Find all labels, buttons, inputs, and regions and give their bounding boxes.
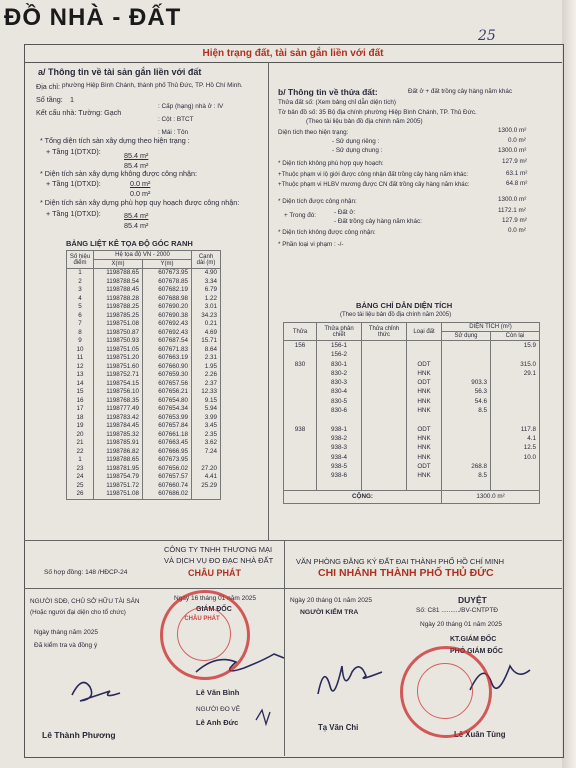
area-sd: 54.6 <box>442 397 491 406</box>
coord-edge: 25.29 <box>192 482 221 491</box>
coord-y: 607657.84 <box>143 422 192 431</box>
coord-point: 9 <box>67 337 94 346</box>
area-loai: ODT <box>407 360 442 369</box>
private-label: - Sử dụng riêng : <box>332 138 380 145</box>
coord-edge: 3.45 <box>192 422 221 431</box>
area-phan: 938-6 <box>317 471 362 480</box>
planning-label: * Diện tích sàn xây dựng phù hợp quy hoạch được công nhận: <box>40 198 240 207</box>
section-b-title-suffix: Đất ở + đất trồng cây hàng năm khác <box>408 88 513 95</box>
floor1-total-1: 85.4 m² <box>124 161 149 170</box>
land-other-label: - Đất trồng cây hàng năm khác: <box>334 218 422 225</box>
measurer-signature <box>256 710 270 724</box>
floor1-label-3: + Tầng 1(DTXD): <box>46 209 101 218</box>
coord-edge: 3.99 <box>192 414 221 423</box>
unrecognized-area-text: Diện tích không được công nhận: <box>282 229 376 236</box>
private-value: 0.0 m² <box>508 137 526 144</box>
office-line-2: CHI NHÁNH THÀNH PHỐ THỦ ĐỨC <box>318 567 494 579</box>
unrecognized-area-value: 0.0 m² <box>508 227 526 234</box>
violation-value: -/- <box>337 241 344 248</box>
area-loai: ODT <box>407 425 442 434</box>
area-sd: 268.8 <box>442 462 491 471</box>
map-sheet: Tờ bản đồ số: 35 Bộ địa chính phường Hiệp Bình Chánh, TP. Thủ Đức. <box>278 109 477 116</box>
area-phan: 938-4 <box>317 453 362 462</box>
coord-y: 607688.98 <box>143 295 192 304</box>
coord-point: 3 <box>67 286 94 295</box>
area-con: 10.0 <box>491 453 540 462</box>
company-date: Ngày 16 tháng 01 năm 2025 <box>174 595 257 602</box>
area-phan: 156-2 <box>317 350 362 359</box>
coord-y: 607692.43 <box>143 329 192 338</box>
approved-title: DUYỆT <box>458 595 487 605</box>
coord-x: 1198751.05 <box>94 346 143 355</box>
area-con: 12.5 <box>491 443 540 452</box>
address-label: Địa chỉ: <box>36 82 60 91</box>
coord-header-edge: Cạnh dài (m) <box>192 251 221 269</box>
coord-y: 607692.43 <box>143 320 192 329</box>
coord-x: 1198788.28 <box>94 295 143 304</box>
coord-x: 1198788.25 <box>94 303 143 312</box>
office-seal-inner <box>417 663 473 719</box>
planning-text: Diện tích sàn xây dựng phù hợp quy hoạch được công nhận: <box>44 198 240 207</box>
company-line-3: CHÂU PHÁT <box>188 568 241 578</box>
floor1-label-2: + Tầng 1(DTXD): <box>46 179 101 188</box>
coord-edge: 4.41 <box>192 473 221 482</box>
header-title: Hiện trạng đất, tài sản gắn liền với đất <box>202 48 384 59</box>
parcel-number: Thửa đất số: (Xem bảng chỉ dẫn diện tích) <box>278 99 396 106</box>
inspector-title: NGƯỜI KIỂM TRA <box>300 609 359 616</box>
inspect-date: Ngày 20 tháng 01 năm 2025 <box>290 597 373 604</box>
coord-x: 1198785.25 <box>94 312 143 321</box>
area-table-title: BẢNG CHỈ DẪN DIỆN TÍCH <box>356 301 453 310</box>
coord-point: 21 <box>67 439 94 448</box>
company-seal-text-1: CHÂU PHÁT <box>184 616 220 622</box>
coord-edge: 3.34 <box>192 278 221 287</box>
area-phan: 938-1 <box>317 425 362 434</box>
coord-x: 1198788.65 <box>94 269 143 278</box>
area-header-chinh: Thửa chỉnh thức <box>362 323 407 341</box>
total-construction-text: Tổng diện tích sàn xây dựng theo hiện trạng : <box>44 136 190 145</box>
coord-y: 607661.18 <box>143 431 192 440</box>
shared-label: - Sử dụng chung : <box>332 147 383 154</box>
floors-label: Số tầng: <box>36 95 63 104</box>
unrecognized-area-label: * Diện tích không được công nhận: <box>278 229 376 236</box>
coord-edge: 4.69 <box>192 329 221 338</box>
current-area-label: Diện tích theo hiện trạng: <box>278 129 349 136</box>
coord-x: 1198754.15 <box>94 380 143 389</box>
inspector-name: Tạ Văn Chi <box>318 723 359 732</box>
coord-point: 15 <box>67 388 94 397</box>
coord-edge: 3.62 <box>192 439 221 448</box>
coord-point: 17 <box>67 405 94 414</box>
area-loai: HNK <box>407 471 442 480</box>
coord-point: 1 <box>67 456 94 465</box>
deputy-name: Lê Xuân Tùng <box>454 730 506 739</box>
coord-x: 1198788.65 <box>94 456 143 465</box>
coord-point: 11 <box>67 354 94 363</box>
area-loai: HNK <box>407 443 442 452</box>
coord-point: 19 <box>67 422 94 431</box>
not-planning-label: * Diện tích không phù hợp quy hoạch: <box>278 160 384 167</box>
area-phan: 830-1 <box>317 360 362 369</box>
coord-point: 2 <box>67 278 94 287</box>
area-thua: 938 <box>284 425 317 434</box>
coord-point: 16 <box>67 397 94 406</box>
coord-x: 1198751.60 <box>94 363 143 372</box>
coord-point: 4 <box>67 295 94 304</box>
coord-edge: 2.26 <box>192 371 221 380</box>
coord-edge: 3.01 <box>192 303 221 312</box>
coord-x: 1198756.10 <box>94 388 143 397</box>
measurer-title: NGƯỜI ĐO VẼ <box>196 706 240 713</box>
column-label: : Cột : BTCT <box>158 116 194 123</box>
coord-y: 607663.45 <box>143 439 192 448</box>
area-phan: 830-2 <box>317 369 362 378</box>
coord-x: 1198777.49 <box>94 405 143 414</box>
area-header-con: Còn lại <box>491 332 540 341</box>
coord-y: 607666.95 <box>143 448 192 457</box>
coord-edge: 0.21 <box>192 320 221 329</box>
coord-point: 12 <box>67 363 94 372</box>
coord-x: 1198788.45 <box>94 286 143 295</box>
company-line-1: CÔNG TY TNHH THƯƠNG MẠI <box>164 545 273 554</box>
floor1-label-1: + Tầng 1(DTXD): <box>46 147 101 156</box>
coord-edge: 5.94 <box>192 405 221 414</box>
current-area-value: 1300.0 m² <box>498 127 527 134</box>
coord-edge: 1.95 <box>192 363 221 372</box>
coord-y: 607678.85 <box>143 278 192 287</box>
coord-y: 607653.99 <box>143 414 192 423</box>
coord-point: 25 <box>67 482 94 491</box>
coord-x: 1198788.54 <box>94 278 143 287</box>
unrecognized-text: Diện tích sàn xây dựng không được công nhận: <box>44 169 197 178</box>
coord-x: 1198785.32 <box>94 431 143 440</box>
area-phan: 830-5 <box>317 397 362 406</box>
floor1-total-3: 85.4 m² <box>124 221 149 230</box>
recognized-text: Diện tích được công nhận: <box>282 198 357 205</box>
area-sd: 8.5 <box>442 406 491 415</box>
approved-date: Ngày 20 tháng 01 năm 2025 <box>420 621 503 628</box>
office-line-1: VĂN PHÒNG ĐĂNG KÝ ĐẤT ĐAI THÀNH PHỐ HỒ CHÍ MINH <box>296 557 505 566</box>
area-con: 315.0 <box>491 360 540 369</box>
coord-x: 1198786.82 <box>94 448 143 457</box>
owner-title: NGƯỜI SDĐ, CHỦ SỞ HỮU TÀI SẢN <box>30 598 140 605</box>
area-sd: 8.5 <box>442 471 491 480</box>
coord-x: 1198785.91 <box>94 439 143 448</box>
lo-gioi-text: Thuộc phạm vi lộ giới được công nhận đất trồng cây hàng năm khác: <box>281 171 469 178</box>
floor1-total-2: 0.0 m² <box>130 189 151 198</box>
area-table-subtitle: (Theo tài liệu bản đồ địa chính năm 2005) <box>340 312 452 318</box>
coord-point: 6 <box>67 312 94 321</box>
total-construction-label: * Tổng diện tích sàn xây dựng theo hiện trạng : <box>40 136 190 145</box>
owner-note: (Hoặc người đại diện cho tổ chức) <box>30 609 126 616</box>
area-phan: 156-1 <box>317 341 362 351</box>
floor1-value-1: 85.4 m² <box>124 151 149 160</box>
coord-x: 1198752.71 <box>94 371 143 380</box>
area-phan: 830-4 <box>317 387 362 396</box>
area-con: 29.1 <box>491 369 540 378</box>
coord-header-point: Số hiệu điểm <box>67 251 94 269</box>
hlbv-value: 64.8 m² <box>506 180 528 187</box>
hlbv-text: Thuộc phạm vi HLBV mương được CN đất trồng cây hàng năm khác: <box>281 181 470 188</box>
area-loai: HNK <box>407 397 442 406</box>
land-o-value: 1172.1 m² <box>498 207 526 214</box>
area-header-dt: DIỆN TÍCH (m²) <box>442 323 540 332</box>
coord-x: 1198750.87 <box>94 329 143 338</box>
lo-gioi-label: +Thuộc phạm vi lộ giới được công nhận đất trồng cây hàng năm khác: <box>278 171 469 178</box>
owner-date: Ngày tháng năm 2025 <box>34 629 98 636</box>
coord-header-system: Hệ tọa độ VN - 2000 <box>94 251 192 260</box>
violation-label: * Phần loại vi phạm : -/- <box>278 241 344 248</box>
coord-edge: 4.90 <box>192 269 221 278</box>
coord-x: 1198781.95 <box>94 465 143 474</box>
area-loai: ODT <box>407 378 442 387</box>
coord-y: 607663.19 <box>143 354 192 363</box>
not-planning-text: Diện tích không phù hợp quy hoạch: <box>282 160 384 167</box>
coord-y: 607657.56 <box>143 380 192 389</box>
coord-point: 5 <box>67 303 94 312</box>
coord-y: 607657.57 <box>143 473 192 482</box>
area-loai: HNK <box>407 434 442 443</box>
coord-edge: 2.31 <box>192 354 221 363</box>
coord-y: 607687.54 <box>143 337 192 346</box>
coord-point: 14 <box>67 380 94 389</box>
coord-y: 607660.90 <box>143 363 192 372</box>
coord-point: 22 <box>67 448 94 457</box>
coord-edge: 12.33 <box>192 388 221 397</box>
coord-point: 10 <box>67 346 94 355</box>
area-header-sd: Sử dụng <box>442 332 491 341</box>
area-loai: HNK <box>407 453 442 462</box>
area-total-value: 1300.0 m² <box>442 490 540 503</box>
area-phan: 830-3 <box>317 378 362 387</box>
coord-edge: 27.20 <box>192 465 221 474</box>
area-phan: 830-6 <box>317 406 362 415</box>
coord-y: 607654.80 <box>143 397 192 406</box>
area-header-thua: Thửa <box>284 323 317 341</box>
coord-y: 607654.34 <box>143 405 192 414</box>
coord-y: 607656.02 <box>143 465 192 474</box>
coord-y: 607671.83 <box>143 346 192 355</box>
coord-x: 1198751.72 <box>94 482 143 491</box>
coord-y: 607656.21 <box>143 388 192 397</box>
land-o-label: - Đất ở: <box>334 209 356 216</box>
violation-text: Phần loại vi phạm : <box>282 241 336 248</box>
coord-y: 607682.19 <box>143 286 192 295</box>
area-phan: 938-2 <box>317 434 362 443</box>
area-thua: 830 <box>284 360 317 369</box>
coord-edge: 15.71 <box>192 337 221 346</box>
inspector-signature <box>318 666 382 694</box>
coord-y: 607660.74 <box>143 482 192 491</box>
incl-label: + Trong đó: <box>284 212 317 219</box>
coord-edge: 7.24 <box>192 448 221 457</box>
coord-point: 13 <box>67 371 94 380</box>
coord-header-y: Y(m) <box>143 260 192 269</box>
coord-y: 607659.30 <box>143 371 192 380</box>
owner-name: Lê Thành Phương <box>42 730 116 740</box>
recognized-value: 1300.0 m² <box>498 196 527 203</box>
floor1-value-2: 0.0 m² <box>130 179 151 188</box>
coord-edge: 34.23 <box>192 312 221 321</box>
top-handwritten-mark: 25 <box>478 28 496 44</box>
hlbv-label: +Thuộc phạm vi HLBV mương được CN đất trồng cây hàng năm khác: <box>278 181 470 188</box>
owner-signature <box>72 683 120 702</box>
section-a-title: a/ Thông tin về tài sản gắn liền với đất <box>38 67 202 77</box>
approved-number: Số: C81 ........../BV-CNTPTĐ <box>416 607 498 614</box>
coord-point: 8 <box>67 329 94 338</box>
coord-point: 20 <box>67 431 94 440</box>
measurer-name: Lê Anh Đức <box>196 718 239 727</box>
coord-y: 607673.95 <box>143 456 192 465</box>
coord-x: 1198751.08 <box>94 320 143 329</box>
area-loai: HNK <box>407 406 442 415</box>
checked-label: Đã kiểm tra và đồng ý <box>34 642 98 649</box>
contract-number: Số hợp đồng: 148 /HĐCP-24 <box>44 569 128 576</box>
coord-table-title: BẢNG LIỆT KÊ TỌA ĐỘ GÓC RANH <box>66 239 193 248</box>
coord-point: 1 <box>67 269 94 278</box>
coord-edge: 9.15 <box>192 397 221 406</box>
area-sd: 56.3 <box>442 387 491 396</box>
office-seal <box>400 646 492 738</box>
coord-x: 1198784.45 <box>94 422 143 431</box>
coord-edge: 8.64 <box>192 346 221 355</box>
roof-label: : Mái : Tôn <box>158 129 189 136</box>
recognized-label: * Diện tích được công nhận: <box>278 198 357 205</box>
structure-label: Kết cấu nhà: Tường: Gạch <box>36 108 122 117</box>
area-loai: HNK <box>407 387 442 396</box>
deputy-title: PHÓ GIÁM ĐỐC <box>450 648 503 655</box>
area-loai: ODT <box>407 462 442 471</box>
coord-x: 1198750.93 <box>94 337 143 346</box>
coord-edge: 6.79 <box>192 286 221 295</box>
coord-edge: 2.37 <box>192 380 221 389</box>
area-phan: 938-5 <box>317 462 362 471</box>
coord-x: 1198751.08 <box>94 490 143 499</box>
not-planning-value: 127.9 m² <box>502 158 527 165</box>
coord-x: 1198751.20 <box>94 354 143 363</box>
coord-y: 607686.02 <box>143 490 192 499</box>
coord-header-x: X(m) <box>94 260 143 269</box>
shared-value: 1300.0 m² <box>498 147 527 154</box>
coord-y: 607690.20 <box>143 303 192 312</box>
coord-edge: 2.35 <box>192 431 221 440</box>
coord-point: 24 <box>67 473 94 482</box>
area-total-label: CỘNG: <box>284 490 442 503</box>
area-con: 4.1 <box>491 434 540 443</box>
area-sd: 903.3 <box>442 378 491 387</box>
coord-y: 607690.38 <box>143 312 192 321</box>
floor1-value-3: 85.4 m² <box>124 211 149 220</box>
grade-label: : Cấp (hạng) nhà ở : IV <box>158 103 224 110</box>
coord-point: 7 <box>67 320 94 329</box>
land-other-value: 127.9 m² <box>502 217 527 224</box>
coord-y: 607673.95 <box>143 269 192 278</box>
area-header-loai: Loại đất <box>407 323 442 341</box>
area-con: 117.8 <box>491 425 540 434</box>
coord-x: 1198768.35 <box>94 397 143 406</box>
area-loai: HNK <box>407 369 442 378</box>
company-line-2: VÀ DỊCH VỤ ĐO ĐẠC NHÀ ĐẤT <box>164 556 274 565</box>
area-phan: 938-3 <box>317 443 362 452</box>
coord-edge: 1.22 <box>192 295 221 304</box>
area-thua: 156 <box>284 341 317 351</box>
company-seal <box>160 590 250 680</box>
coord-point: 26 <box>67 490 94 499</box>
document-title: ĐỒ NHÀ - ĐẤT <box>4 4 182 31</box>
unrecognized-label: * Diện tích sàn xây dựng không được công nhận: <box>40 169 197 178</box>
coord-point: 23 <box>67 465 94 474</box>
address-value: phường Hiệp Bình Chánh, thành phố Thủ Đức, TP. Hồ Chí Minh. <box>62 82 243 89</box>
section-b-title: b/ Thông tin về thửa đất: <box>278 87 378 97</box>
map-note: (Theo tài liệu bản đồ địa chính năm 2005) <box>306 118 423 125</box>
area-con: 15.9 <box>491 341 540 351</box>
kt-director: KT.GIÁM ĐỐC <box>450 636 497 643</box>
coord-x: 1198754.79 <box>94 473 143 482</box>
floors-value: 1 <box>70 95 74 104</box>
area-header-phan: Thửa phân chiết <box>317 323 362 341</box>
lo-gioi-value: 63.1 m² <box>506 170 528 177</box>
director-title: GIÁM ĐỐC <box>196 606 232 613</box>
coord-x: 1198783.42 <box>94 414 143 423</box>
director-name: Lê Văn Bình <box>196 688 240 697</box>
coord-point: 18 <box>67 414 94 423</box>
